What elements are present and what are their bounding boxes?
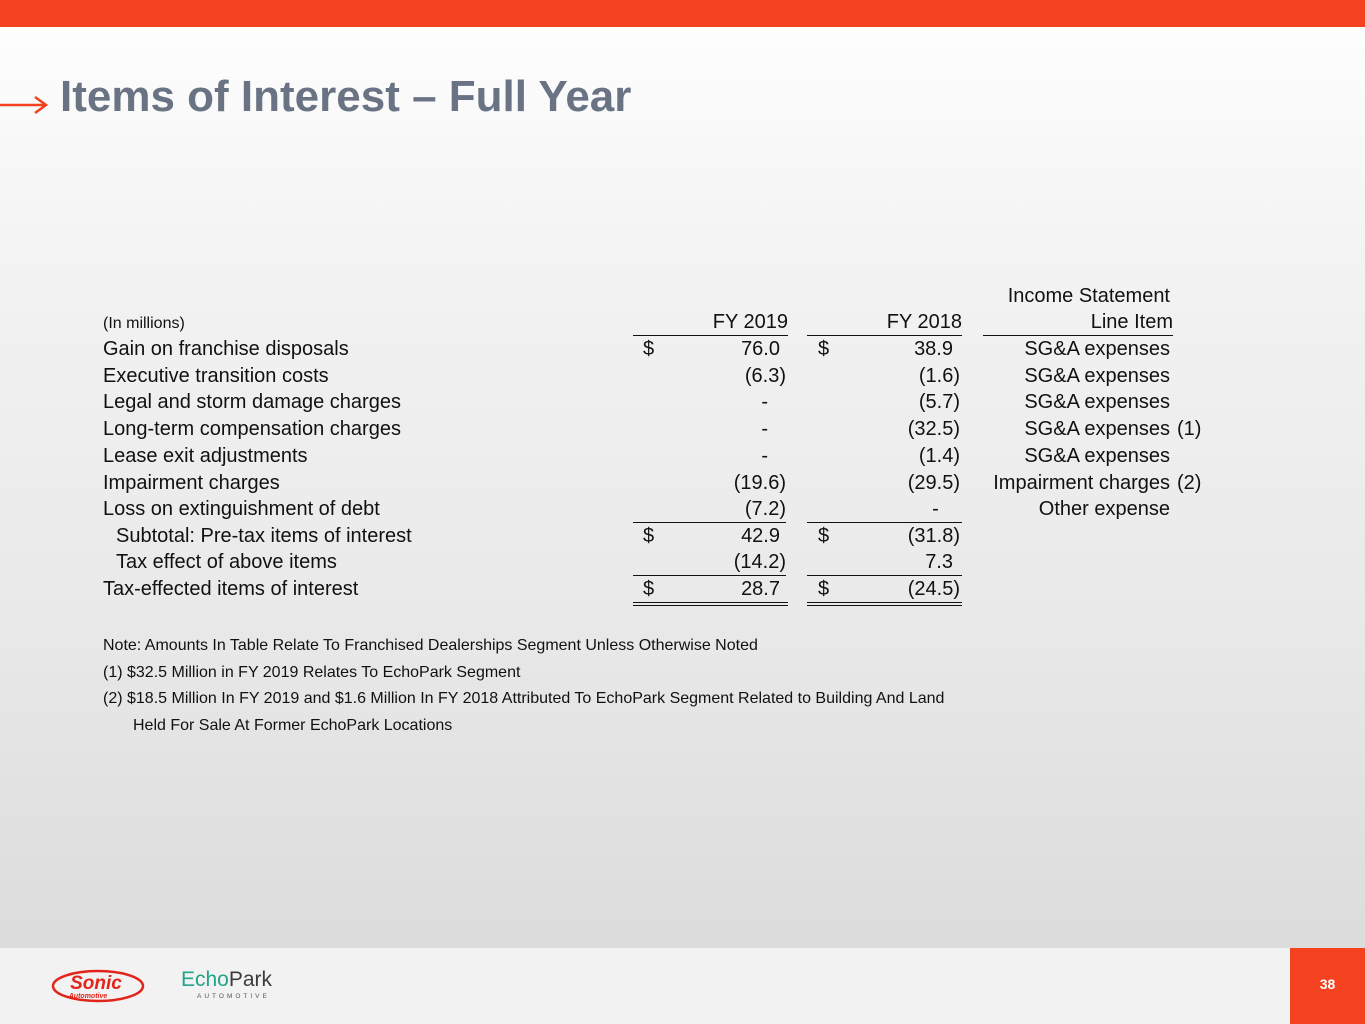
page-title: Items of Interest – Full Year	[60, 72, 632, 121]
row-label: Subtotal: Pre-tax items of interest	[116, 525, 412, 547]
row-line-item: SG&A expenses	[1024, 418, 1170, 440]
row-currency-fy2018: $	[818, 578, 830, 600]
units-label: (In millions)	[103, 315, 185, 332]
echopark-logo-part1: Echo	[181, 968, 229, 991]
row-footnote-ref: (2)	[1177, 472, 1202, 494]
row-line-item: SG&A expenses	[1024, 391, 1170, 413]
row-value-fy2018: 7.3	[807, 549, 962, 576]
footnotes	[103, 633, 1103, 740]
row-value-fy2018: (1.4)	[918, 445, 960, 467]
note-general: Note: Amounts In Table Relate To Franchised Dealerships Segment Unless Otherwise Noted	[103, 637, 758, 654]
row-value-fy2018: (31.8)	[907, 525, 960, 547]
row-currency-fy2018: $	[818, 525, 830, 547]
row-currency-fy2018: $	[818, 338, 830, 360]
echopark-logo-part2: Park	[228, 968, 273, 991]
row-currency-fy2019: $	[643, 525, 655, 547]
line-item-header-2: Line Item	[983, 309, 1173, 336]
row-line-item: Impairment charges	[993, 472, 1170, 494]
row-value-fy2019: (7.2)	[633, 496, 786, 523]
row-line-item: SG&A expenses	[1024, 445, 1170, 467]
row-value-fy2019: (14.2)	[633, 549, 786, 576]
row-label: Long-term compensation charges	[103, 418, 401, 440]
row-value-fy2019: (19.6)	[733, 472, 786, 494]
row-line-item: SG&A expenses	[1024, 365, 1170, 387]
row-footnote-ref: (1)	[1177, 418, 1202, 440]
row-label: Lease exit adjustments	[103, 445, 308, 467]
row-value-fy2019: (6.3)	[744, 365, 786, 387]
row-label: Tax effect of above items	[116, 551, 337, 573]
row-value-fy2019: 42.9	[741, 525, 780, 547]
sonic-automotive-logo	[50, 968, 146, 1004]
row-label: Loss on extinguishment of debt	[103, 498, 380, 520]
row-value-fy2018: (29.5)	[907, 472, 960, 494]
note-2-continued: Held For Sale At Former EchoPark Locations	[133, 717, 453, 735]
row-currency-fy2019: $	[643, 578, 655, 600]
svg-text:Sonic: Sonic	[70, 973, 122, 994]
row-value-fy2018: (1.6)	[918, 365, 960, 387]
row-value-fy2019: -	[761, 445, 768, 467]
fy2019-header: FY 2019	[633, 309, 788, 336]
row-value-fy2018: 38.9	[914, 338, 953, 360]
row-value-fy2018: (5.7)	[918, 391, 960, 413]
fy2018-header: FY 2018	[807, 309, 962, 336]
echopark-logo-sub: AUTOMOTIVE	[197, 993, 270, 1000]
line-item-header-1: Income Statement	[1007, 285, 1170, 307]
row-value-fy2019: 76.0	[741, 338, 780, 360]
row-value-fy2018: -	[807, 496, 962, 523]
row-line-item: Other expense	[1038, 498, 1170, 520]
row-line-item: SG&A expenses	[1024, 338, 1170, 360]
note-1: (1) $32.5 Million in FY 2019 Relates To EchoPark Segment	[103, 663, 521, 681]
row-value-fy2019: 28.7	[741, 578, 780, 600]
row-total-fy2019	[633, 576, 788, 606]
row-value-fy2018: (24.5)	[907, 578, 960, 600]
echopark-logo	[181, 968, 291, 1008]
row-value-fy2019: -	[761, 391, 768, 413]
note-2: (2) $18.5 Million In FY 2019 and $1.6 Million In FY 2018 Attributed To EchoPark Segment Related to Building And Land	[103, 690, 945, 708]
row-label: Impairment charges	[103, 472, 280, 494]
footer	[0, 948, 1365, 1024]
row-value-fy2019: -	[761, 418, 768, 440]
row-value-fy2018: (32.5)	[907, 418, 960, 440]
page-number: 38	[1290, 948, 1365, 1024]
row-currency-fy2019: $	[643, 338, 655, 360]
row-label: Gain on franchise disposals	[103, 338, 349, 360]
row-total-fy2018	[807, 576, 962, 606]
row-label: Executive transition costs	[103, 365, 329, 387]
row-label: Legal and storm damage charges	[103, 391, 401, 413]
svg-text:Automotive: Automotive	[68, 993, 108, 1000]
row-label: Tax-effected items of interest	[103, 578, 359, 600]
